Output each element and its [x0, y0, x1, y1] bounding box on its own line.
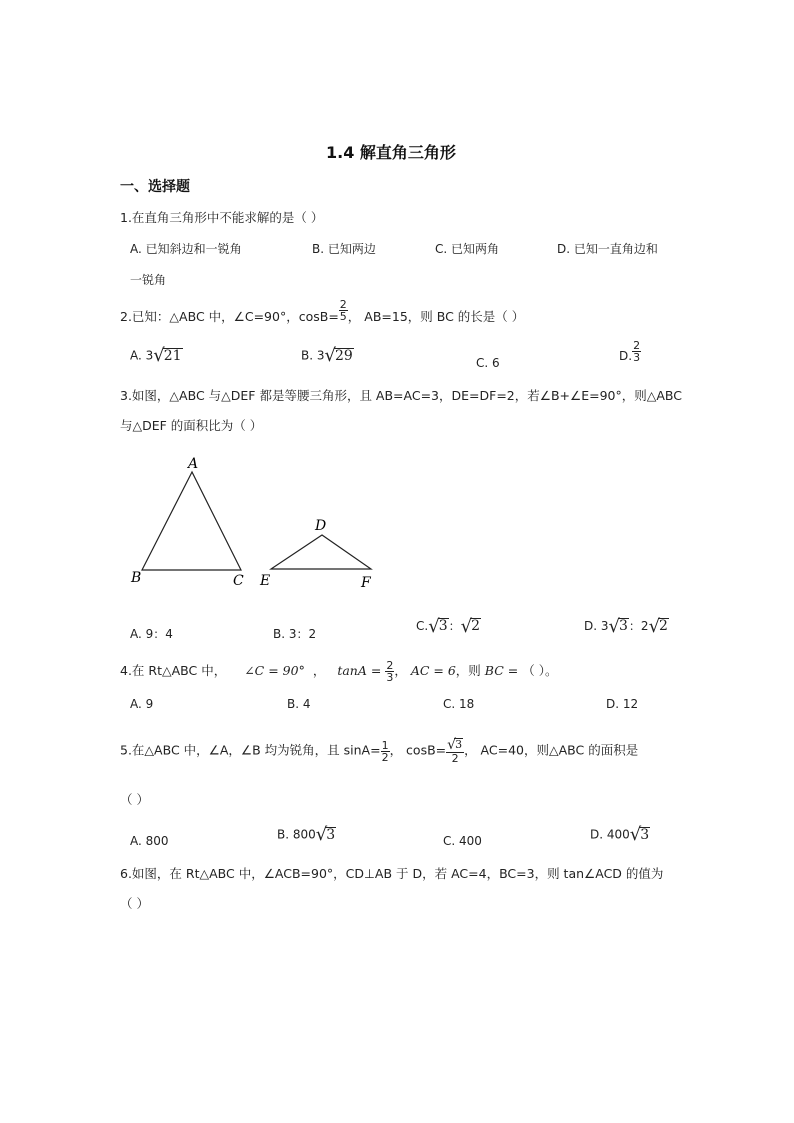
- q2-b-radicand: 29: [334, 347, 353, 364]
- sqrt-icon: √: [629, 824, 642, 845]
- q4-option-c: C. 18: [443, 697, 475, 711]
- q5-stem-line2: （ ）: [120, 792, 149, 807]
- page-title: 1.4 解直角三角形: [326, 143, 456, 162]
- q1-option-d-cont: 一锐角: [130, 273, 167, 287]
- q5-cos-num: 3: [455, 738, 463, 752]
- q3-option-c: [416, 617, 481, 636]
- q4-tan-label: tanA =: [337, 663, 382, 678]
- q5-option-c: C. 400: [443, 834, 482, 848]
- sqrt-icon: √: [153, 345, 165, 366]
- q3-d-radicand-1: 3: [619, 618, 628, 635]
- q3-option-d: [584, 617, 669, 636]
- triangle-abc: [142, 472, 241, 570]
- q5-stem: [120, 738, 638, 764]
- q2-d-num: 2: [633, 339, 641, 352]
- q5-d-prefix: D. 400: [590, 827, 630, 842]
- q4-bc: BC =: [484, 663, 519, 678]
- q3-stem-line1: 3.如图，△ABC 与△DEF 都是等腰三角形，且 AB=AC=3，DE=DF=2，若∠B+∠E=90°，则△ABC: [120, 388, 682, 403]
- q4-option-b: B. 4: [287, 697, 311, 711]
- q5-b-prefix: B. 800: [277, 827, 316, 842]
- q5-cos-den: 2: [451, 752, 459, 765]
- q3-d-prefix: D. 3: [584, 619, 609, 633]
- q3-c-prefix: C.: [416, 619, 429, 633]
- vertex-label-a: A: [188, 456, 199, 472]
- q6-stem-line2: （ ）: [120, 896, 149, 911]
- q3-c-radicand-2: 2: [471, 618, 481, 635]
- q4-stem: 4.在 Rt△ABC 中， ∠C = 90° ， tanA = $\frac{2}{3}$ ， AC = 6，则 BC = （ ）。: [120, 659, 558, 684]
- vertex-label-e: E: [260, 573, 271, 589]
- q2-option-d: [619, 340, 641, 363]
- q5-stem-post: ， AC=40，则△ABC 的面积是: [464, 742, 639, 758]
- q2-d-den: 3: [633, 351, 641, 364]
- q4-tan-den: 3: [386, 671, 394, 684]
- q3-triangle-figure: [125, 452, 385, 592]
- q1-option-a: A. 已知斜边和一锐角: [130, 242, 242, 256]
- q3-option-b: B. 3：2: [273, 627, 317, 641]
- q3-option-a: A. 9：4: [130, 627, 173, 641]
- sqrt-icon: √: [428, 615, 440, 637]
- q2-stem-post: ， AB=15，则 BC 的长是（ ）: [347, 309, 525, 324]
- q1-option-b: B. 已知两边: [312, 242, 376, 256]
- q2-a-radicand: 21: [163, 347, 182, 364]
- q1-stem: 1.在直角三角形中不能求解的是（ ）: [120, 210, 324, 225]
- q3-d-radicand-2: 2: [659, 618, 668, 635]
- q3-d-separator: ：2: [628, 619, 649, 633]
- q1-option-c: C. 已知两角: [435, 242, 500, 256]
- q2-b-prefix: B. 3: [301, 348, 325, 363]
- q2-option-a: [130, 347, 183, 365]
- q4-ac: AC = 6: [410, 663, 456, 678]
- q2-stem: [120, 298, 525, 325]
- q4-tail: （ ）。: [522, 663, 558, 678]
- q2-d-prefix: D.: [619, 349, 633, 363]
- q4-tan-fraction: [385, 660, 394, 683]
- section-heading: 一、选择题: [120, 179, 190, 195]
- q5-sin-num: 1: [381, 738, 389, 752]
- sqrt-icon: √: [324, 345, 336, 366]
- q4-tan-num: 2: [386, 659, 394, 672]
- q5-d-radicand: 3: [640, 826, 650, 843]
- q2-option-b: [301, 347, 354, 365]
- q4-option-a: A. 9: [130, 697, 154, 711]
- q6-stem-line1: 6.如图，在 Rt△ABC 中，∠ACB=90°，CD⊥AB 于 D，若 AC=4，BC=3，则 tan∠ACD 的值为: [120, 866, 664, 881]
- q5-option-b: [277, 826, 336, 844]
- q1-option-d: D. 已知一直角边和: [557, 242, 658, 256]
- vertex-label-f: F: [361, 575, 371, 591]
- q4-option-d: D. 12: [606, 697, 639, 711]
- sqrt-icon: √: [447, 737, 457, 753]
- sqrt-icon: √: [648, 615, 661, 637]
- triangle-def: [271, 535, 371, 569]
- q2-cosb-fraction: [339, 299, 348, 322]
- q5-stem-pre: 5.在△ABC 中，∠A，∠B 均为锐角，且 sinA=: [120, 742, 381, 758]
- q5-sin-fraction: [381, 740, 390, 763]
- q5-cos-fraction: [446, 738, 464, 764]
- q5-b-radicand: 3: [326, 826, 336, 843]
- q2-stem-pre: 2.已知：△ABC 中，∠C=90°，cosB=: [120, 309, 339, 324]
- sqrt-icon: √: [315, 824, 328, 845]
- q3-c-radicand-1: 3: [438, 618, 448, 635]
- vertex-label-b: B: [131, 570, 142, 586]
- q4-stem-pre: 4.在 Rt△ABC 中，: [120, 663, 227, 678]
- q2-frac-den: 5: [339, 310, 347, 323]
- q5-option-a: A. 800: [130, 834, 169, 848]
- q3-stem-line2: 与△DEF 的面积比为（ ）: [120, 418, 263, 433]
- q5-cos-label: ， cosB=: [389, 742, 447, 758]
- sqrt-icon: √: [608, 615, 620, 637]
- q2-d-fraction: [632, 340, 641, 363]
- q2-option-c: C. 6: [476, 356, 500, 370]
- q2-a-prefix: A. 3: [130, 348, 154, 363]
- q4-then: ，则: [455, 663, 481, 678]
- q5-option-d: [590, 826, 650, 844]
- q2-frac-num: 2: [339, 298, 347, 311]
- q5-sin-den: 2: [381, 750, 389, 764]
- vertex-label-c: C: [233, 573, 244, 589]
- q4-angle: ∠C = 90°: [244, 663, 305, 678]
- sqrt-icon: √: [460, 615, 473, 637]
- q5-cos-numerator: [446, 738, 464, 753]
- vertex-label-d: D: [315, 518, 327, 534]
- q3-c-separator: ：: [448, 619, 461, 633]
